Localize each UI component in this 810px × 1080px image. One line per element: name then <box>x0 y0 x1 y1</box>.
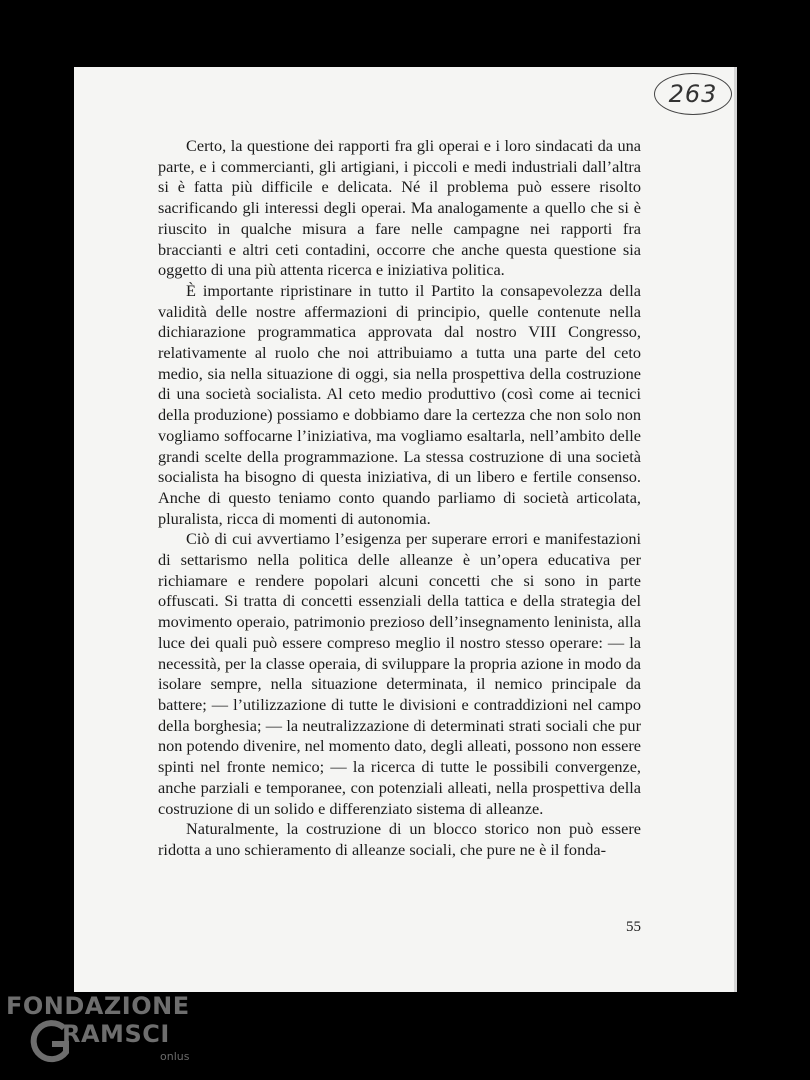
body-text <box>158 136 641 861</box>
archive-stamp-number: 263 <box>654 73 732 115</box>
paragraph: Ciò di cui avvertiamo l’esigenza per superare errori e manifestazioni di settarismo nella politica delle alleanze è un’opera educativa per richiamare e rendere popolari alcuni concetti che si sono in parte offuscati. Si tratta di concetti essenziali della tattica e della strategia del movimento operaio, patrimonio prezioso dell’insegnamento leninista, alla luce dei quali può essere compreso meglio il nostro stesso operare: — la necessità, per la classe operaia, di sviluppare la propria azione in modo da isolare sempre, nella situazione determinata, il nemico principale da battere; — l’utilizzazione di tutte le divisioni e contraddizioni nel campo della borghesia; — la neutralizzazione di determinati strati sociali che pur non potendo divenire, nel momento dato, degli alleati, possono non essere spinti nel fronte nemico; — la ricerca di tutte le possibili convergenze, anche parziali e temporanee, con potenziali alleati, nella prospettiva della costruzione di un solido e differenziato sistema di alleanze. <box>158 529 641 818</box>
paragraph: Naturalmente, la costruzione di un blocco storico non può essere ridotta a uno schieramento di alleanze sociali, che pure ne è il fonda- <box>158 819 641 859</box>
scanned-page <box>74 67 735 992</box>
paragraph: Certo, la questione dei rapporti fra gli operai e i loro sindacati da una parte, e i commercianti, gli artigiani, i piccoli e medi industriali dall’altra si è fatta più difficile e delicata. Né il problema può essere risolto sacrificando gli interessi degli operai. Ma analogamente a quello che si è riuscito in qualche misura a fare nelle campagne nei rapporti fra braccianti e altri ceti contadini, occorre che anche questa questione sia oggetto di una più attenta ricerca e iniziativa politica. <box>158 136 641 280</box>
watermark-line1: FONDAZIONE <box>6 992 190 1020</box>
paragraph: È importante ripristinare in tutto il Partito la consapevolezza della validità delle nostre affermazioni di principio, quelle contenute nella dichiarazione programmatica approvata dal nostro VIII Congresso, relativamente al ruolo che noi attribuiamo a tutta una parte del ceto medio, sia nella situazione di oggi, sia nella prospettiva della costruzione di una società socialista. Al ceto medio produttivo (così come ai tecnici della produzione) possiamo e dobbiamo dare la certezza che non solo non vogliamo soffocarne l’iniziativa, ma vogliamo esaltarla, nell’ambito delle grandi scelte della programmazione. La stessa costruzione di una società socialista ha bisogno di questa iniziativa, di un libero e fertile consenso. Anche di questo teniamo conto quando parliamo di società articolata, pluralista, ricca di momenti di autonomia. <box>158 280 641 528</box>
page-number: 55 <box>626 919 641 935</box>
watermark-line3: onlus <box>160 1050 190 1063</box>
watermark-line2: RAMSCI <box>62 1020 170 1048</box>
fondazione-gramsci-watermark <box>6 992 206 1072</box>
